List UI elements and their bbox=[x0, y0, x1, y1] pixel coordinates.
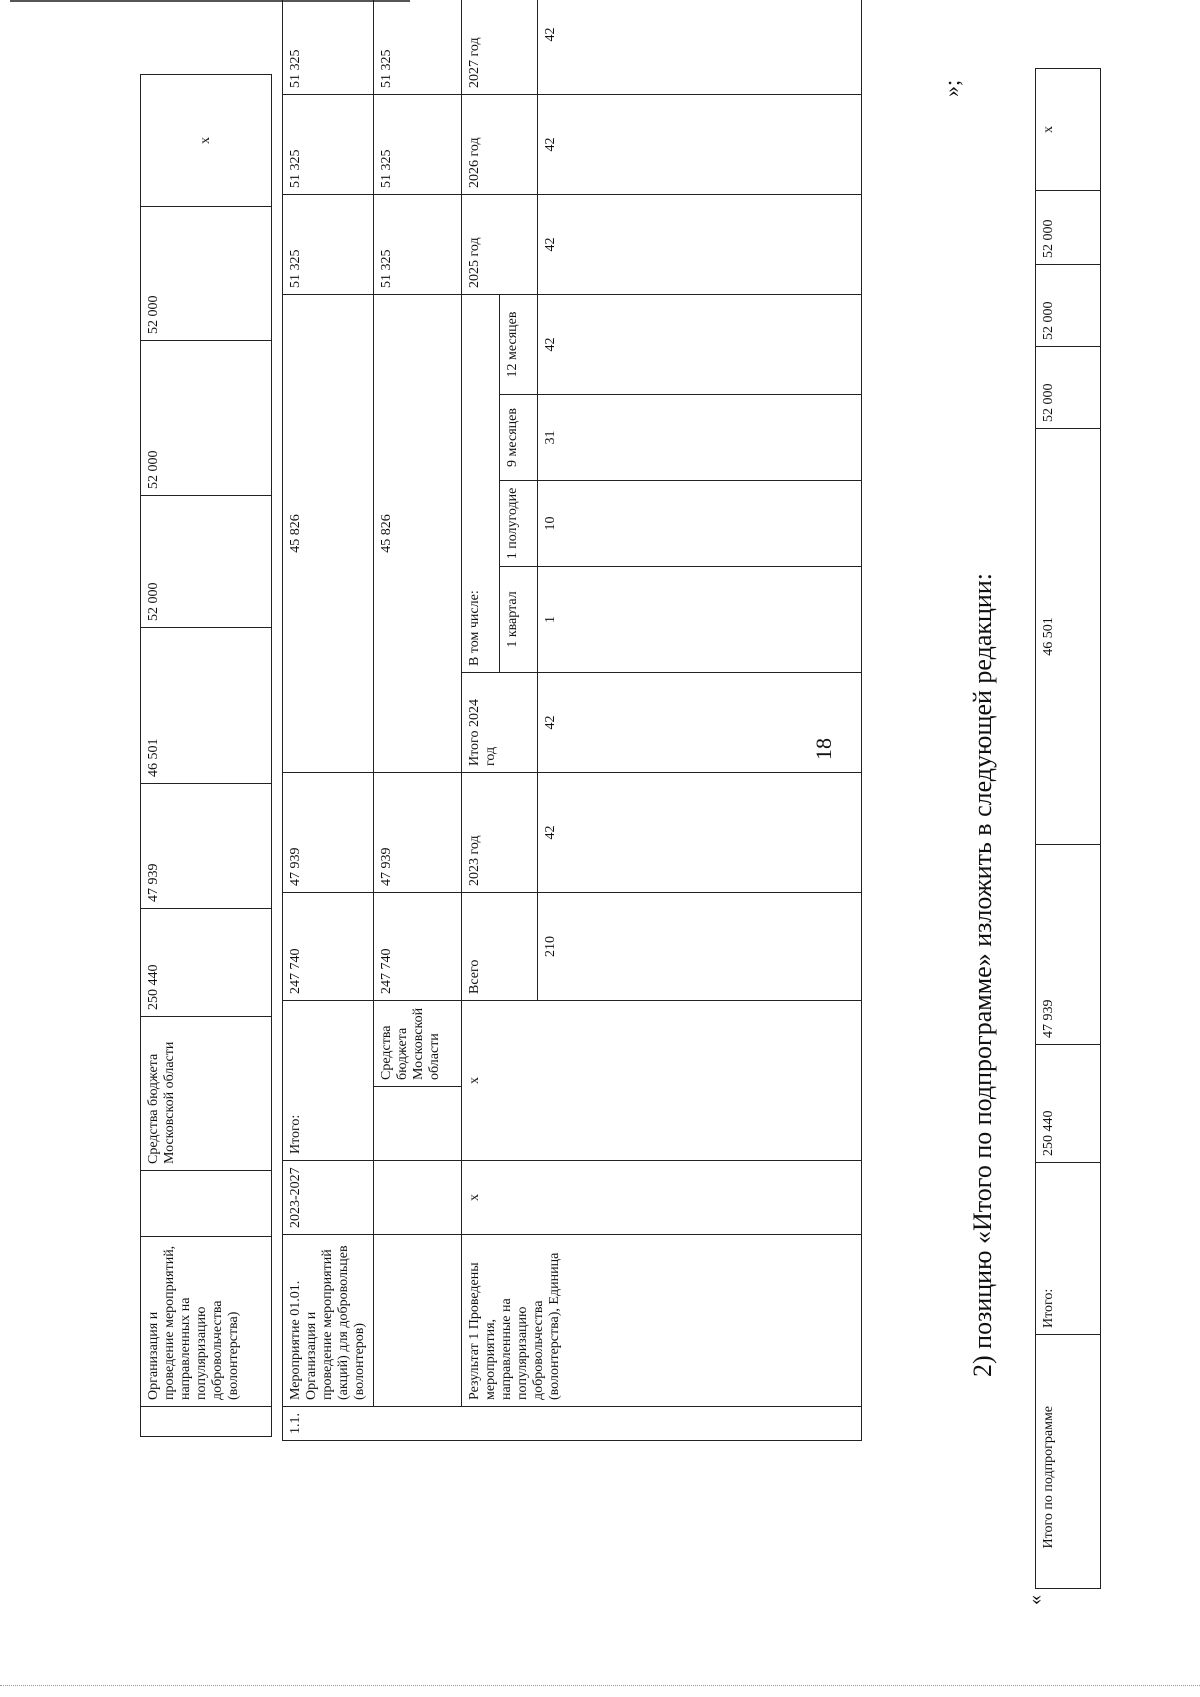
top-2024: 46 501 bbox=[141, 628, 272, 784]
head-2025: 2025 год bbox=[462, 194, 538, 294]
event-row1-2027: 51 325 bbox=[283, 0, 374, 94]
event-period-spacer bbox=[374, 1161, 462, 1235]
head-2024: Итого 2024 год bbox=[462, 672, 538, 772]
event-row2-2027: 51 325 bbox=[374, 0, 462, 94]
bottom-table bbox=[1035, 68, 1101, 1589]
head-h1: 1 полугодие bbox=[500, 480, 538, 566]
bottom-2023: 47 939 bbox=[1036, 845, 1101, 1045]
head-9m: 9 месяцев bbox=[500, 394, 538, 480]
head-12m: 12 месяцев bbox=[500, 294, 538, 394]
bottom-2026: 52 000 bbox=[1036, 265, 1101, 347]
event-index-spacer bbox=[374, 1407, 462, 1441]
event-period: 2023-2027 bbox=[283, 1161, 374, 1235]
val-2023: 42 bbox=[538, 772, 862, 892]
val-2026: 42 bbox=[538, 94, 862, 194]
result-period: x bbox=[462, 1161, 862, 1235]
event-row1-2023: 47 939 bbox=[283, 772, 374, 892]
event-row1-2024: 45 826 bbox=[283, 294, 374, 772]
event-row2-source: Средства бюджета Московской области bbox=[374, 1000, 462, 1086]
bottom-index-cell bbox=[1036, 1555, 1101, 1589]
top-2027: 52 000 bbox=[141, 207, 272, 341]
top-event-name: Организация и проведение мероприятий, направленных на популяризацию добровольчества (волонтерства) bbox=[141, 1237, 272, 1407]
head-total: Всего bbox=[462, 892, 538, 1000]
bottom-2024: 46 501 bbox=[1036, 429, 1101, 845]
val-h1: 10 bbox=[538, 480, 862, 566]
val-total: 210 bbox=[538, 892, 862, 1000]
top-2025: 52 000 bbox=[141, 496, 272, 628]
head-incl: В том числе: bbox=[462, 294, 500, 672]
event-name-spacer bbox=[374, 1235, 462, 1407]
top-total: 250 440 bbox=[141, 909, 272, 1017]
event-row2-source-spacer bbox=[374, 1087, 462, 1161]
head-2026: 2026 год bbox=[462, 94, 538, 194]
val-2027: 42 bbox=[538, 0, 862, 94]
event-row1-total: 247 740 bbox=[283, 892, 374, 1000]
event-row2-2024: 45 826 bbox=[374, 294, 462, 772]
event-row2-total: 247 740 bbox=[374, 892, 462, 1000]
bottom-name: Итого по подпрограмме bbox=[1036, 1335, 1101, 1555]
event-table bbox=[282, 0, 862, 1441]
top-period-cell bbox=[141, 1171, 272, 1237]
page-number: 18 bbox=[811, 738, 836, 760]
opening-quote: « bbox=[1024, 1595, 1046, 1605]
event-row1-2026: 51 325 bbox=[283, 94, 374, 194]
val-2024: 42 bbox=[538, 672, 862, 772]
bottom-source: Итого: bbox=[1036, 1163, 1101, 1335]
event-row2-2023: 47 939 bbox=[374, 772, 462, 892]
event-index: 1.1. bbox=[283, 1407, 374, 1441]
result-name: Результат 1 Проведены мероприятия, направленные на популяризацию добровольчества (волонтерства), Единица bbox=[462, 1235, 862, 1407]
top-2023: 47 939 bbox=[141, 784, 272, 909]
top-executor: x bbox=[141, 75, 272, 207]
val-9m: 31 bbox=[538, 394, 862, 480]
event-row1-2025: 51 325 bbox=[283, 194, 374, 294]
result-index-spacer bbox=[462, 1407, 862, 1441]
event-row2-2026: 51 325 bbox=[374, 94, 462, 194]
top-table bbox=[140, 74, 272, 1437]
event-row2-2025: 51 325 bbox=[374, 194, 462, 294]
val-2025: 42 bbox=[538, 194, 862, 294]
bottom-executor: x bbox=[1036, 69, 1101, 191]
bottom-2025: 52 000 bbox=[1036, 347, 1101, 429]
bottom-2027: 52 000 bbox=[1036, 191, 1101, 265]
head-2023: 2023 год bbox=[462, 772, 538, 892]
closing-quote: »; bbox=[939, 79, 964, 97]
bottom-total: 250 440 bbox=[1036, 1045, 1101, 1163]
event-row1-source: Итого: bbox=[283, 1000, 374, 1160]
top-source: Средства бюджета Московской области bbox=[141, 1017, 272, 1171]
result-source: x bbox=[462, 1000, 862, 1160]
head-2027: 2027 год bbox=[462, 0, 538, 94]
top-2026: 52 000 bbox=[141, 341, 272, 496]
amendment-instruction: 2) позицию «Итого по подпрограмме» изложить в следующей редакции: bbox=[968, 573, 997, 1377]
val-12m: 42 bbox=[538, 294, 862, 394]
head-q1: 1 квартал bbox=[500, 566, 538, 672]
event-name: Мероприятие 01.01. Организация и проведение мероприятий (акций) для добровольцев (волонтеров) bbox=[283, 1235, 374, 1407]
val-q1: 1 bbox=[538, 566, 862, 672]
top-index-cell bbox=[141, 1407, 272, 1437]
